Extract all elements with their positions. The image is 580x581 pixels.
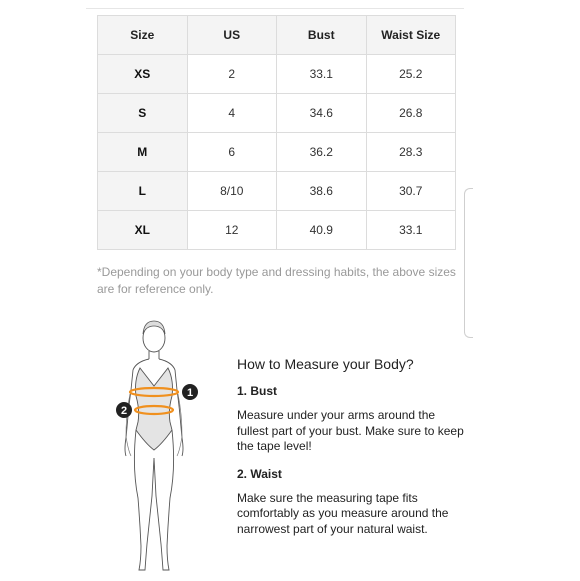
waist-cell: 33.1 xyxy=(366,211,456,250)
table-row xyxy=(98,211,456,250)
size-cell: S xyxy=(98,94,188,133)
size-chart-table xyxy=(97,15,456,250)
waist-cell: 28.3 xyxy=(366,133,456,172)
table-row xyxy=(98,55,456,94)
table-row xyxy=(98,133,456,172)
waist-marker-label: 2 xyxy=(120,405,128,417)
us-cell: 12 xyxy=(187,211,277,250)
us-cell: 8/10 xyxy=(187,172,277,211)
header-size: Size xyxy=(98,16,188,55)
size-cell: XS xyxy=(98,55,188,94)
table-row xyxy=(98,172,456,211)
bust-cell: 40.9 xyxy=(277,211,367,250)
size-cell: M xyxy=(98,133,188,172)
waist-cell: 26.8 xyxy=(366,94,456,133)
size-disclaimer-note: *Depending on your body type and dressing habits, the above sizes are for reference only. xyxy=(97,265,456,296)
table-header-row xyxy=(98,16,456,55)
size-cell: L xyxy=(98,172,188,211)
size-cell: XL xyxy=(98,211,188,250)
bust-cell: 36.2 xyxy=(277,133,367,172)
header-bust: Bust xyxy=(277,16,367,55)
waist-cell: 30.7 xyxy=(366,172,456,211)
table-row xyxy=(98,94,456,133)
top-divider xyxy=(86,8,464,9)
waist-cell: 25.2 xyxy=(366,55,456,94)
waist-step-title: 2. Waist xyxy=(237,466,282,481)
bust-cell: 33.1 xyxy=(277,55,367,94)
header-us: US xyxy=(187,16,277,55)
scrollbar-track[interactable] xyxy=(464,188,473,338)
guide-title: How to Measure your Body? xyxy=(237,356,414,372)
bust-marker-label: 1 xyxy=(186,387,194,399)
header-waist-size: Waist Size xyxy=(366,16,456,55)
us-cell: 6 xyxy=(187,133,277,172)
us-cell: 4 xyxy=(187,94,277,133)
measure-guide xyxy=(237,356,467,549)
us-cell: 2 xyxy=(187,55,277,94)
bust-step-text: Measure under your arms around the fullest part of your bust. Make sure to keep the tape level! xyxy=(237,408,464,453)
bust-cell: 38.6 xyxy=(277,172,367,211)
body-measurement-figure xyxy=(112,318,212,576)
bust-step-title: 1. Bust xyxy=(237,384,278,398)
waist-step-text: Make sure the measuring tape fits comfortably as you measure around the narrowest part of your natural waist. xyxy=(237,490,449,536)
bust-cell: 34.6 xyxy=(277,94,367,133)
